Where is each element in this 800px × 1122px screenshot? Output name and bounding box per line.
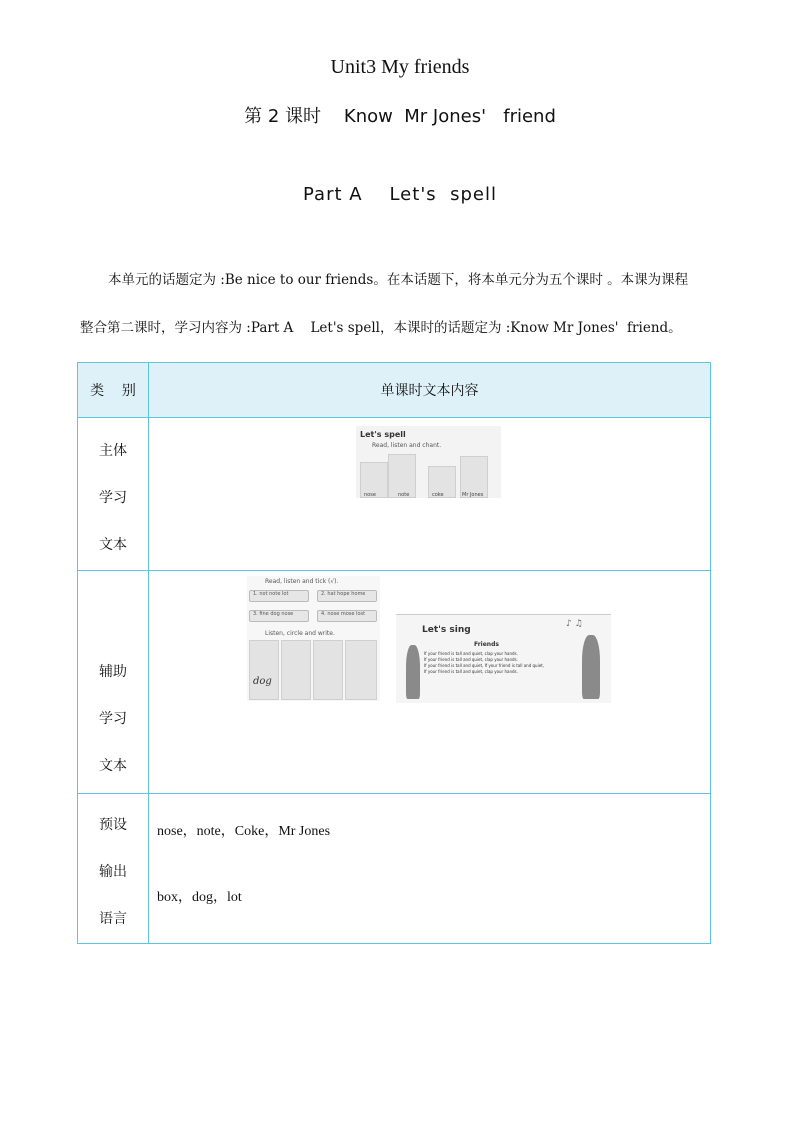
- circle-write-instruction: Listen, circle and write.: [265, 630, 335, 637]
- output-language-cell: [149, 794, 711, 944]
- spell-word: note: [398, 492, 410, 498]
- category-cell: 辅助 学习 文本: [78, 571, 149, 794]
- lets-spell-image: [356, 426, 501, 498]
- lets-sing-image: [396, 614, 611, 703]
- boy-picture: [313, 640, 343, 700]
- table-row: [78, 794, 711, 944]
- category-cell: 主体 学习 文本: [78, 418, 149, 571]
- tick-option: 3. fine dog nose: [249, 610, 309, 622]
- boy-figure: [582, 635, 600, 699]
- lesson-title: 第 2 课时 Know Mr Jones' friend: [244, 106, 556, 127]
- tick-instruction: Read, listen and tick (√).: [265, 578, 339, 585]
- output-line-2: box，dog，lot: [157, 890, 242, 905]
- category-header: 类 别: [78, 363, 149, 418]
- spell-instruction: Read, listen and chant.: [372, 442, 442, 449]
- written-word: dog: [253, 676, 272, 687]
- music-note-icon: ♪ ♫: [566, 619, 583, 629]
- tick-option: 2. hat hope home: [317, 590, 377, 602]
- table-header-row: [78, 363, 711, 418]
- content-header: 单课时文本内容: [149, 363, 711, 418]
- lyric-line: If your friend is tall and quiet, clap your hands.: [424, 651, 518, 656]
- lyric-line: If your friend is tall and quiet, If your friend is tall and quiet,: [424, 663, 544, 668]
- girl-figure: [406, 645, 420, 699]
- dog-picture: [249, 640, 279, 700]
- part-title: Part A Let's spell: [303, 184, 497, 205]
- song-title: Friends: [474, 641, 499, 648]
- lets-spell-heading: Let's spell: [360, 430, 406, 439]
- note-picture: [345, 640, 377, 700]
- intro-line-1: 本单元的话题定为 :Be nice to our friends。在本话题下，将本单元分为五个课时 。本课为课程: [108, 272, 689, 288]
- lyric-line: If your friend is tall and quiet, clap your hands.: [424, 669, 518, 674]
- spell-word: nose: [364, 492, 376, 498]
- spell-word: Mr Jones: [462, 492, 484, 498]
- document-title: Unit3 My friends: [330, 56, 470, 78]
- table-row: [78, 571, 711, 794]
- intro-line-2: 整合第二课时，学习内容为 :Part A Let's spell，本课时的话题定为 :Know Mr Jones' friend。: [80, 320, 682, 336]
- tick-option: 4. nose mose lost: [317, 610, 377, 622]
- lyric-line: If your friend is tall and quiet, clap your hands.: [424, 657, 518, 662]
- box-picture: [281, 640, 311, 700]
- category-cell: 预设 输出 语言: [78, 794, 149, 944]
- output-line-1: nose，note，Coke，Mr Jones: [157, 824, 331, 839]
- spell-word: coke: [432, 492, 444, 498]
- tick-option: 1. not note lot: [249, 590, 309, 602]
- read-listen-tick-image: [247, 576, 380, 701]
- lets-sing-heading: Let's sing: [422, 625, 471, 635]
